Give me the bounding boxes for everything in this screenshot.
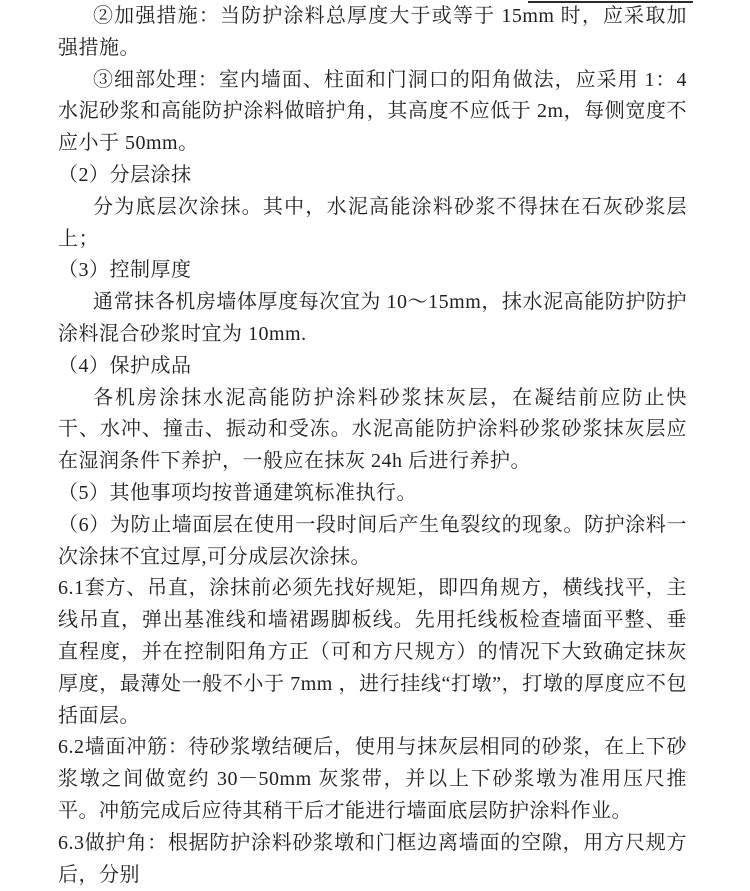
heading-layered-coating: （2）分层涂抹 — [58, 163, 192, 186]
paragraph-6-3-corner-guards: 6.3做护角：根据防护涂料砂浆墩和门框边离墙面的空隙，用方尺规方后，分别 — [58, 831, 687, 886]
paragraph-layered-coating-body: 分为底层次涂抹。其中，水泥高能涂料砂浆不得抹在石灰砂浆层上； — [58, 195, 687, 250]
paragraph-detail-handling: ③细部处理：室内墙面、柱面和门洞口的阳角做法，应采用 1：4 水泥砂浆和高能防护涂料做暗护角，其高度不应低于 2m，每侧宽度不应小于 50mm。 — [58, 68, 687, 155]
paragraph-protect-finished-product-body: 各机房涂抹水泥高能防护涂料砂浆抹灰层，在凝结前应防止快干、水冲、撞击、振动和受冻。水泥高能防护涂料砂浆砂浆抹灰层应在湿润条件下养护，一般应在抹灰 24h 后进行养护。 — [58, 386, 687, 473]
heading-thickness-control: （3）控制厚度 — [58, 259, 192, 282]
heading-protect-finished-product: （4）保护成品 — [58, 354, 192, 377]
paragraph-6-1-squaring-plumbing: 6.1套方、吊直，涂抹前必须先找好规矩，即四角规方，横线找平，主线吊直，弹出基准线和墙裙踢脚板线。先用托线板检查墙面平整、垂直程度，并在控制阳角方正（可和方尺规方）的情况下大致确定抹灰厚度，最薄处一般不小于 7mm ，进行挂线“打墩”，打墩的厚度应不包括面层。 — [58, 577, 687, 727]
paragraph-thickness-control-body: 通常抹各机房墙体厚度每次宜为 10～15mm，抹水泥高能防护防护涂料混合砂浆时宜为 10mm. — [58, 291, 687, 345]
paragraph-6-2-wall-screed-ribs: 6.2墙面冲筋：待砂浆墩结硬后，使用与抹灰层相同的砂浆，在上下砂浆墩之间做宽约 30－50mm 灰浆带，并以上下砂浆墩为准用压尺推平。冲筋完成后应待其稍干后才能进行墙面底层防护涂料作业。 — [58, 736, 687, 822]
paragraph-other-matters: （5）其他事项均按普通建筑标准执行。 — [58, 481, 417, 504]
paragraph-strengthening-measures: ②加强措施：当防护涂料总厚度大于或等于 15mm 时，应采取加强措施。 — [58, 5, 687, 59]
document-body — [58, 1, 687, 891]
paragraph-crack-prevention: （6）为防止墙面层在使用一段时间后产生龟裂纹的现象。防护涂料一次涂抹不宜过厚,可分成层次涂抹。 — [58, 513, 687, 568]
